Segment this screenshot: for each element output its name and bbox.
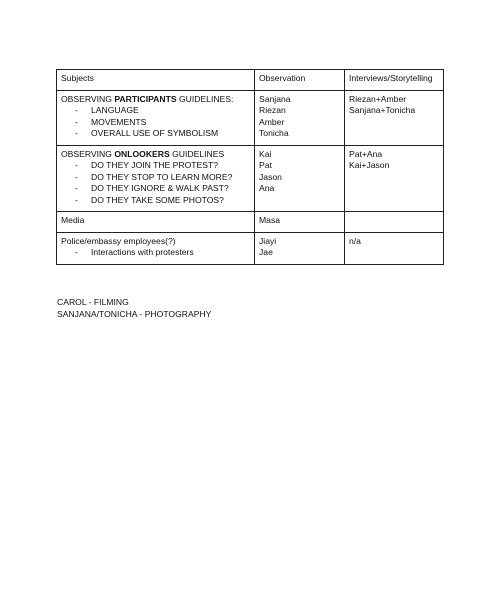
pair: Riezan+Amber	[349, 93, 407, 104]
list-item: - DO THEY IGNORE & WALK PAST?	[75, 183, 250, 195]
name: Jiayi	[259, 235, 277, 246]
name: Jason	[259, 171, 282, 182]
list-item: - DO THEY TAKE SOME PHOTOS?	[75, 195, 250, 207]
interviews-cell	[345, 145, 444, 212]
guideline-list	[61, 105, 250, 140]
list-item: - DO THEY JOIN THE PROTEST?	[75, 160, 250, 172]
pair: Pat+Ana	[349, 148, 383, 159]
guideline-list	[61, 247, 250, 259]
name: Pat	[259, 160, 272, 170]
interviews-cell	[345, 232, 444, 264]
note-line: CAROL - FILMING	[57, 297, 129, 307]
table-row-onlookers	[57, 145, 444, 212]
header-subjects: Subjects	[57, 70, 255, 91]
pair: Sanjana+Tonicha	[349, 105, 416, 115]
header-interviews: Interviews/Storytelling	[345, 70, 444, 91]
name: Jae	[259, 247, 273, 257]
table-row-police	[57, 232, 444, 264]
list-item: - MOVEMENTS	[75, 117, 250, 129]
table-row-media	[57, 212, 444, 233]
observation-cell	[255, 145, 345, 212]
list-item: - DO THEY STOP TO LEARN MORE?	[75, 172, 250, 184]
list-item: - LANGUAGE	[75, 105, 250, 117]
name: Ana	[259, 183, 275, 193]
subject-cell: Media	[57, 212, 255, 233]
subject-heading: Police/embassy employees(?)	[61, 235, 176, 246]
list-item: - Interactions with protesters	[75, 247, 250, 259]
name: Amber	[259, 116, 285, 127]
observation-cell	[255, 90, 345, 145]
subject-heading: OBSERVING ONLOOKERS GUIDELINES	[61, 148, 225, 159]
observation-cell	[255, 212, 345, 233]
name: Tonicha	[259, 128, 289, 138]
name: Riezan	[259, 105, 286, 115]
name: Masa	[259, 215, 281, 225]
list-item: - OVERALL USE OF SYMBOLISM	[75, 128, 250, 140]
pair: n/a	[349, 235, 361, 246]
header-observation: Observation	[255, 70, 345, 91]
table-row-participants	[57, 90, 444, 145]
name: Kai	[259, 148, 272, 159]
name: Sanjana	[259, 93, 291, 104]
interviews-cell	[345, 90, 444, 145]
role-notes	[57, 296, 211, 320]
observation-cell	[255, 232, 345, 264]
table-header-row	[57, 70, 444, 91]
note-line: SANJANA/TONICHA - PHOTOGRAPHY	[57, 309, 212, 319]
subject-cell	[57, 90, 255, 145]
subject-heading: OBSERVING PARTICIPANTS GUIDELINES:	[61, 93, 234, 104]
subject-cell	[57, 145, 255, 212]
subject-cell	[57, 232, 255, 264]
interviews-cell	[345, 212, 444, 233]
guideline-list	[61, 160, 250, 206]
assignment-table	[56, 69, 444, 265]
pair: Kai+Jason	[349, 160, 390, 170]
